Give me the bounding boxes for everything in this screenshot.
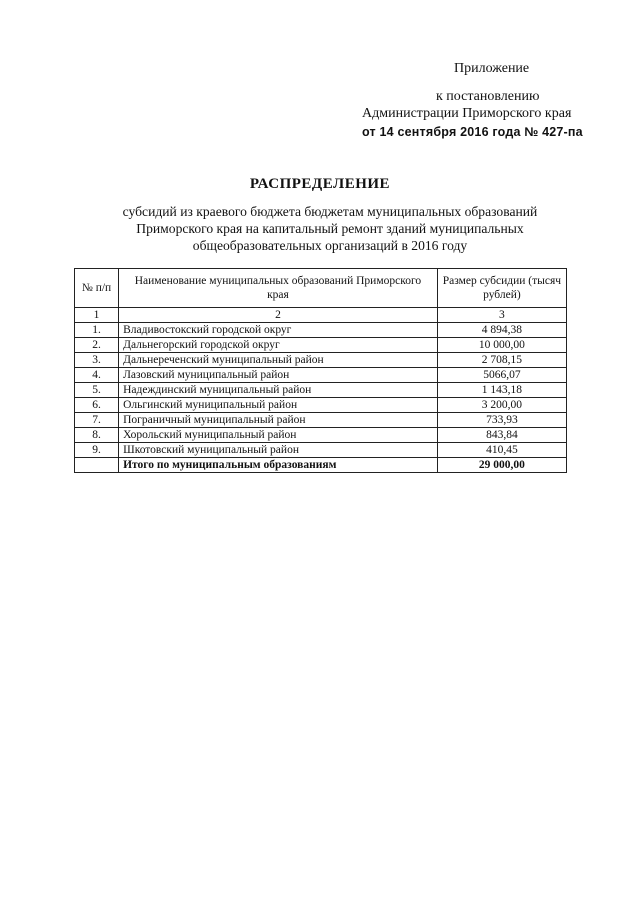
row-amount: 2 708,15 bbox=[437, 353, 566, 368]
row-municipality: Хорольский муниципальный район bbox=[119, 428, 438, 443]
subsidy-table bbox=[74, 268, 567, 473]
row-amount: 733,93 bbox=[437, 413, 566, 428]
row-number: 3. bbox=[75, 353, 119, 368]
table-row bbox=[75, 443, 567, 458]
row-amount: 5066,07 bbox=[437, 368, 566, 383]
table-row bbox=[75, 428, 567, 443]
annex-title: Приложение bbox=[454, 61, 530, 76]
table-row bbox=[75, 353, 567, 368]
total-label: Итого по муниципальным образованиям bbox=[119, 458, 438, 473]
document-title: РАСПРЕДЕЛЕНИЕ bbox=[249, 176, 391, 192]
row-number: 4. bbox=[75, 368, 119, 383]
row-number: 9. bbox=[75, 443, 119, 458]
header-number: № п/п bbox=[75, 269, 119, 308]
column-number-1: 1 bbox=[75, 308, 119, 323]
annex-reference: к постановлению bbox=[436, 89, 540, 104]
row-number: 2. bbox=[75, 338, 119, 353]
table-total-row bbox=[75, 458, 567, 473]
total-number bbox=[75, 458, 119, 473]
row-number: 1. bbox=[75, 323, 119, 338]
row-number: 6. bbox=[75, 398, 119, 413]
row-number: 5. bbox=[75, 383, 119, 398]
row-municipality: Дальнегорский городской округ bbox=[119, 338, 438, 353]
annex-decree-date: от 14 сентября 2016 года № 427-па bbox=[362, 125, 583, 139]
table-row bbox=[75, 398, 567, 413]
row-municipality: Надеждинский муниципальный район bbox=[119, 383, 438, 398]
column-number-3: 3 bbox=[437, 308, 566, 323]
row-amount: 410,45 bbox=[437, 443, 566, 458]
annex-authority: Администрации Приморского края bbox=[362, 106, 572, 121]
row-municipality: Пограничный муниципальный район bbox=[119, 413, 438, 428]
row-amount: 843,84 bbox=[437, 428, 566, 443]
header-municipality: Наименование муниципальных образований Приморского края bbox=[119, 269, 438, 308]
document-subtitle: субсидий из краевого бюджета бюджетам муниципальных образований Приморского края на капитальный ремонт зданий муниципальных общеобразовательных организаций в 2016 году bbox=[122, 204, 538, 253]
row-number: 7. bbox=[75, 413, 119, 428]
row-municipality: Лазовский муниципальный район bbox=[119, 368, 438, 383]
column-number-row bbox=[75, 308, 567, 323]
row-amount: 10 000,00 bbox=[437, 338, 566, 353]
table-header-row bbox=[75, 269, 567, 308]
table-row bbox=[75, 323, 567, 338]
table-row bbox=[75, 338, 567, 353]
column-number-2: 2 bbox=[119, 308, 438, 323]
header-amount: Размер субсидии (тысяч рублей) bbox=[437, 269, 566, 308]
row-municipality: Шкотовский муниципальный район bbox=[119, 443, 438, 458]
row-amount: 3 200,00 bbox=[437, 398, 566, 413]
row-municipality: Владивостокский городской округ bbox=[119, 323, 438, 338]
total-amount: 29 000,00 bbox=[437, 458, 566, 473]
table-row bbox=[75, 383, 567, 398]
row-amount: 1 143,18 bbox=[437, 383, 566, 398]
row-municipality: Ольгинский муниципальный район bbox=[119, 398, 438, 413]
table-row bbox=[75, 413, 567, 428]
row-number: 8. bbox=[75, 428, 119, 443]
table-row bbox=[75, 368, 567, 383]
row-municipality: Дальнереченский муниципальный район bbox=[119, 353, 438, 368]
row-amount: 4 894,38 bbox=[437, 323, 566, 338]
